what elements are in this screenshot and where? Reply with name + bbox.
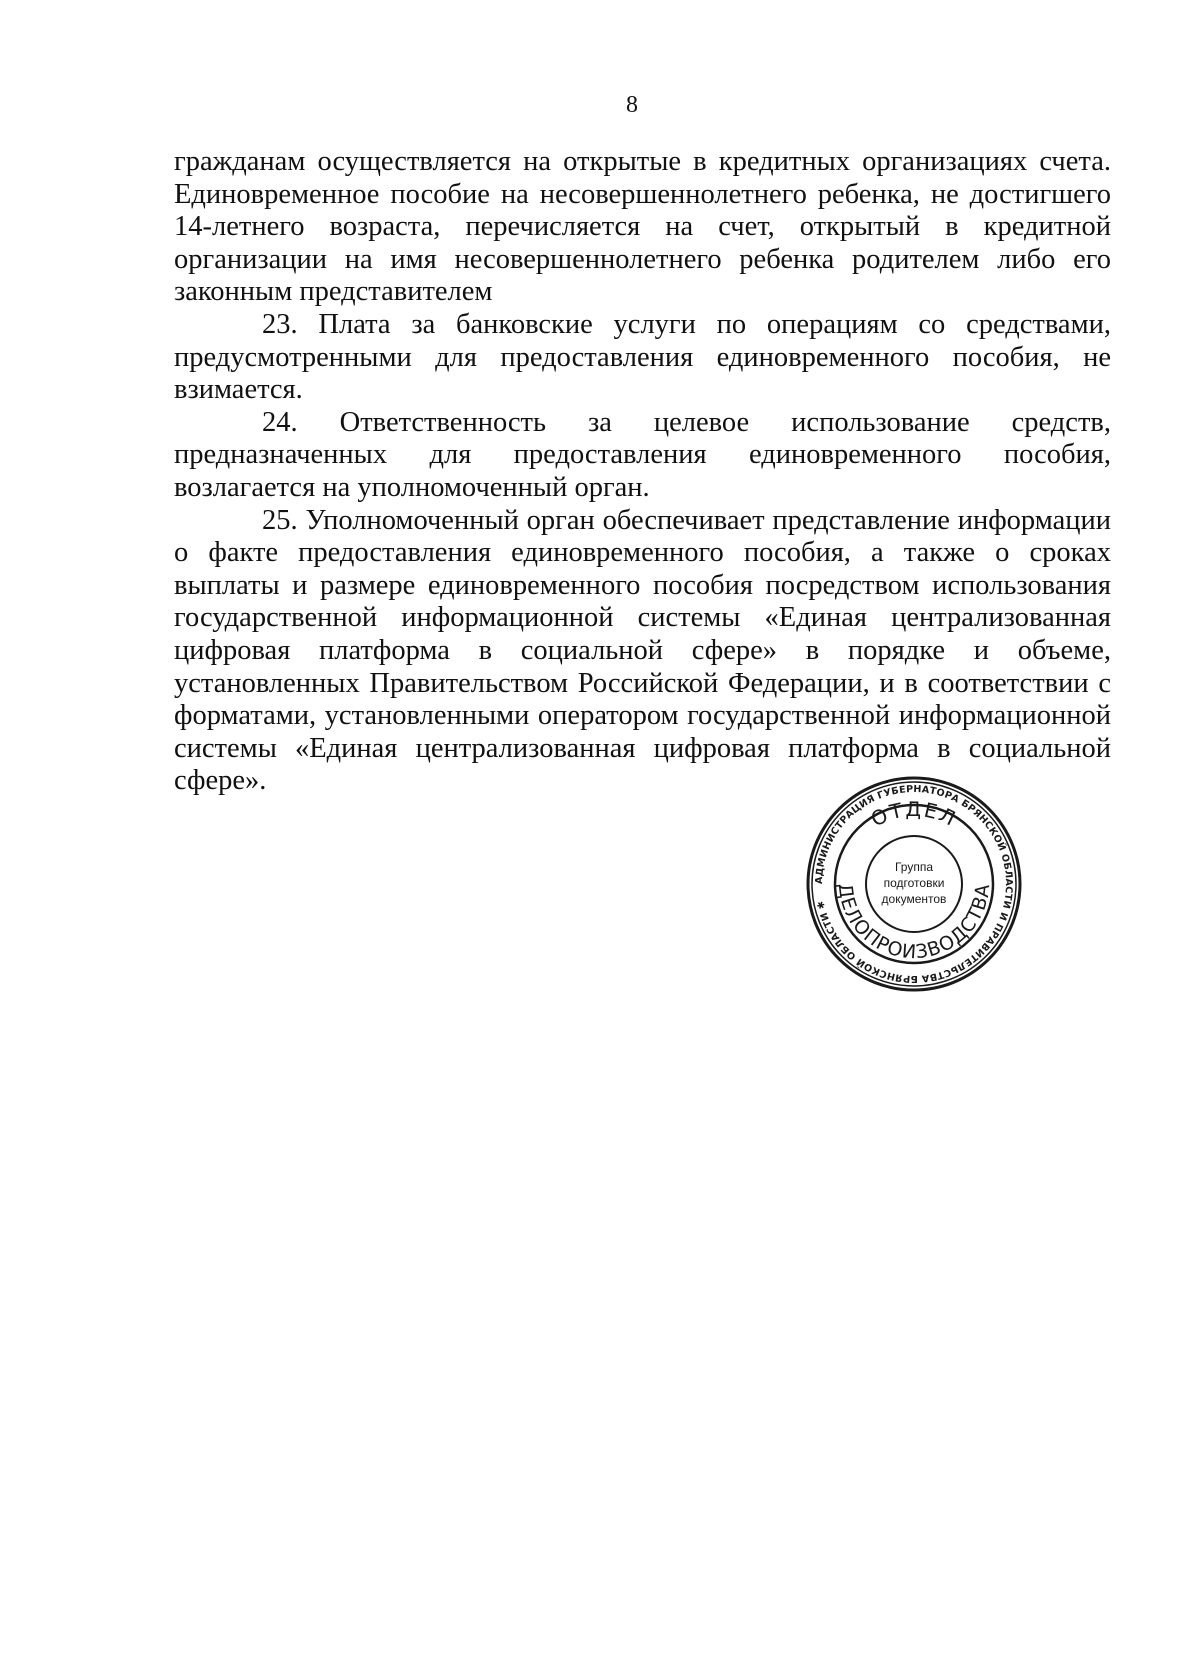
paragraph-23: 23. Плата за банковские услуги по операциям со средствами, предусмотренными для предоставления единовременного пособия, не взимается.	[174, 308, 1111, 406]
stamp-center-line-1: Группа	[894, 860, 934, 874]
stamp-seal-graphic	[805, 775, 1023, 993]
paragraph-24: 24. Ответственность за целевое использование средств, предназначенных для предоставления единовременного пособия, возлагается на уполномоченный орган.	[174, 406, 1111, 503]
page-number: 8	[626, 92, 638, 118]
paragraph-continuation: гражданам осуществляется на открытые в кредитных организациях счета. Единовременное пособие на несовершеннолетнего ребенка, не достигшего 14-летнего возраста, перечисляется на счет, открытый в кредитной организации на имя несовершеннолетнего ребенка родителем либо его законным представителем	[174, 146, 1111, 308]
stamp-inner-top-text: ОТДЕЛ	[867, 796, 961, 832]
stamp-inner-bottom-text: ДЕЛОПРОИЗВОДСТВА	[833, 882, 995, 964]
official-stamp	[805, 775, 1023, 993]
stamp-center-line-2: подготовки	[883, 876, 945, 890]
paragraph-25: 25. Уполномоченный орган обеспечивает представление информации о факте предоставления единовременного пособия, а также о сроках выплаты и размере единовременного пособия посредством использования государственной информационной системы «Единая централизованная цифровая платформа в социальной сфере» в порядке и объеме, установленных Правительством Российской Федерации, и в соответствии с форматами, установленными оператором государственной информационной системы «Единая централизованная цифровая платформа в социальной сфере».	[174, 504, 1111, 797]
stamp-center-line-3: документов	[881, 892, 947, 906]
stamp-outer-ring-text: АДМИНИСТРАЦИЯ ГУБЕРНАТОРА БРЯНСКОЙ ОБЛАСТИ И ПРАВИТЕЛЬСТВА БРЯНСКОЙ ОБЛАСТИ ✱	[813, 783, 1015, 985]
document-body	[174, 146, 1111, 798]
